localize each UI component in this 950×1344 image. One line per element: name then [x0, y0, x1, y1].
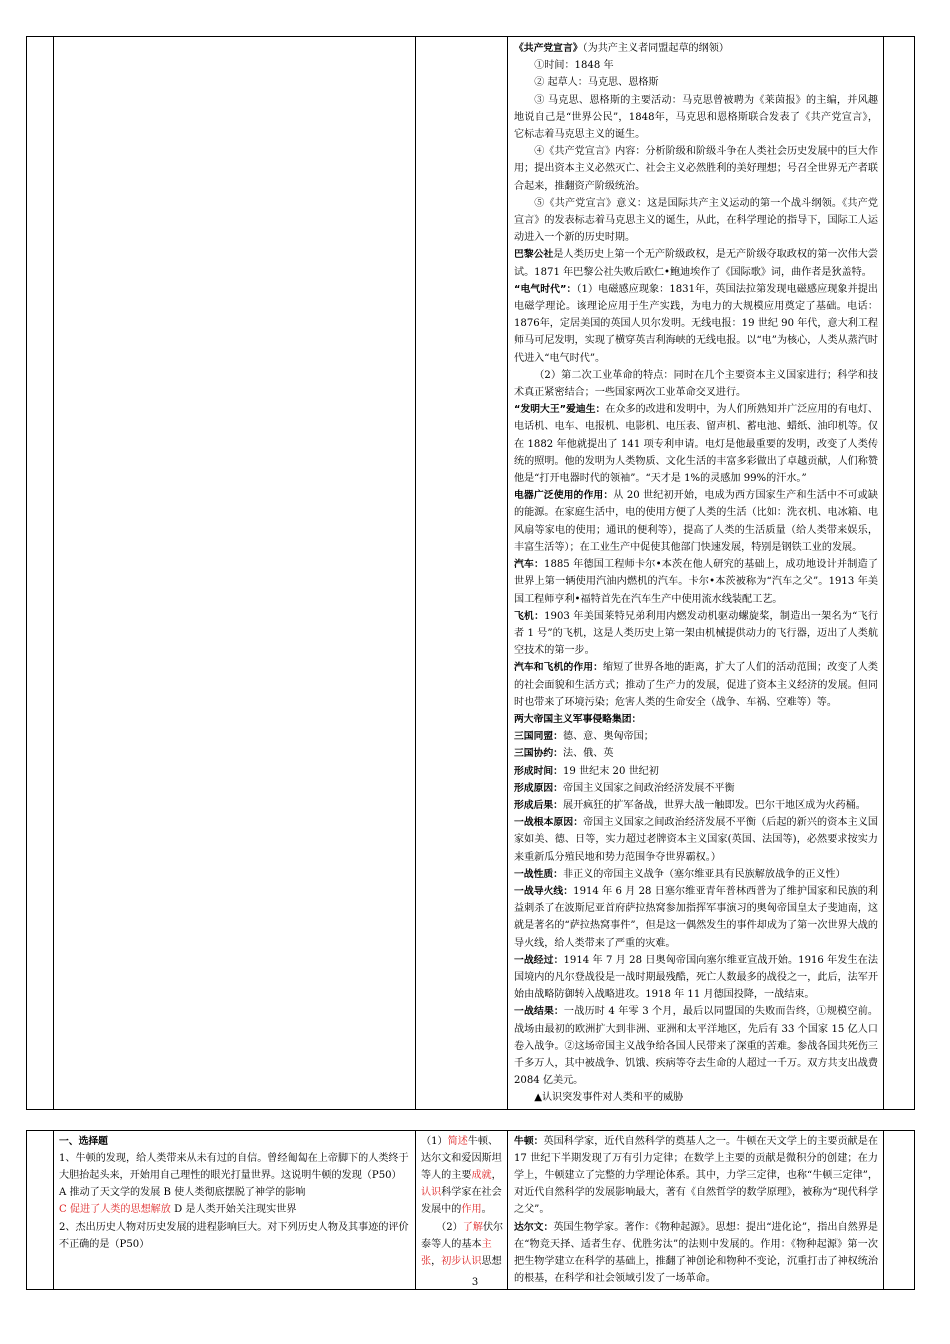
note-text: 帝国主义国家之间政治经济发展不平衡（后起的新兴的资本主义国家如美、德、日等，实力超过老牌资本主义国家(英国、法国等)，必然要求按实力来重新瓜分殖民地和势力范围争夺世界霸权。） — [514, 817, 879, 863]
note-paragraph — [514, 780, 878, 797]
table-row — [27, 37, 915, 1110]
note-paragraph — [514, 1133, 878, 1219]
note-term: 巴黎公社 — [514, 249, 554, 261]
note-text: ② 起草人：马克思、恩格斯 — [534, 77, 659, 89]
question-2: 2、杰出历史人物对历史发展的进程影响巨大。对下列历史人物及其事迹的评价不正确的是（P50） — [59, 1221, 409, 1250]
blank-cell — [54, 37, 416, 1110]
note-text: 德、意、奥匈帝国； — [562, 731, 654, 743]
table-row — [27, 1130, 915, 1290]
blank-cell — [27, 37, 54, 1110]
note-paragraph — [514, 401, 878, 487]
note-text: 帝国主义国家之间政治经济发展不平衡 — [562, 782, 735, 794]
note-paragraph — [514, 763, 878, 780]
note-term: 三国协约： — [514, 748, 563, 760]
lesson-plan-table — [26, 36, 915, 1290]
standard-2: （2）了解伏尔泰等人的基本主张，初步认识思想 — [421, 1221, 504, 1268]
question-1: 1、牛顿的发现，给人类带来从未有过的自信。曾经匍匐在上帝脚下的人类终于大胆抬起头来，开始用自己理性的眼光打量世界。这说明牛顿的发现（P50） — [59, 1152, 409, 1181]
note-term: 牛顿： — [514, 1135, 544, 1147]
note-paragraph — [514, 92, 878, 144]
note-term: 一战导火线： — [514, 885, 574, 897]
note-paragraph — [514, 40, 878, 57]
note-text: 缩短了世界各地的距离，扩大了人们的活动范围；改变了人类的社会面貌和生活方式；推动了生产力的发展，促进了资本主义经济的发展。但同时也带来了环境污染；危害人类的生命安全（战争、车祸、空难等）等。 — [514, 662, 879, 708]
note-text: 从 20 世纪初开始，电成为西方国家生产和生活中不可或缺的能源。在家庭生活中，电的使用方便了人类的生活（比如：洗衣机、电冰箱、电风扇等家电的使用；通讯的便利等），提高了人类的生活质量（给人类带来娱乐，丰富生活等）；在工业生产中促使其他部门快速发展，特别是钢铁工业的发展。 — [514, 490, 879, 553]
note-text: （1）电磁感应现象：1831年，英国法拉第发现电磁感应现象并提出电磁学理论。该理论应用于生产实践，为电力的大规模应用奠定了基础。电话：1876年，定居美国的英国人贝尔发明。无线电报：19 世纪 90 年代，意大利工程师马可尼发明，实现了横穿英吉利海峡的无线电报。以“电”为核心，人类从蒸汽时代进入“电气时代”。 — [514, 283, 878, 364]
note-term: “电气时代”： — [514, 283, 577, 295]
note-text: 英国生物学家。著作：《物种起源》。思想：提出“进化论”，指出自然界是在“物竞天择、适者生存、优胜劣汰”的法则中发展的。作用：《物种起源》第一次把生物学建立在科学的基础上，推翻了神创论和物种不变论，沉重打击了神权统治的根基，在科学和社会领域引发了一场革命。 — [514, 1221, 879, 1285]
note-paragraph — [514, 281, 878, 367]
note-paragraph — [514, 952, 878, 1004]
note-text: 在众多的改进和发明中，为人们所熟知并广泛应用的有电灯、电话机、电车、电报机、电影机、电压表、留声机、蓄电池、蜡纸、油印机等。仅在 1882 年他就提出了 141 项专利申请。电灯是他最重要的发明，改变了人类传统的照明。他的发明为人类物质、文化生活的丰富多彩做出了卓越贡献，人们称赞他是“打开电器时代的领袖”。“天才是 1%的灵感加 99%的汗水。” — [514, 404, 878, 485]
note-text: ▲认识突发事件对人类和平的威胁 — [534, 1092, 684, 1104]
note-term: 三国同盟： — [514, 731, 563, 743]
answer-option-c: C 促进了人类的思想解放 — [59, 1204, 171, 1216]
note-term: 一战性质： — [514, 868, 563, 880]
note-term: 电器广泛使用的作用： — [514, 490, 614, 502]
note-paragraph — [514, 57, 878, 74]
note-term: 形成原因： — [514, 782, 563, 794]
note-term: 飞机： — [514, 610, 545, 622]
blank-cell — [416, 37, 508, 1110]
note-paragraph — [514, 711, 878, 728]
question-1-options-ab: A 推动了天文学的发展 B 使人类彻底摆脱了神学的影响 — [59, 1187, 306, 1199]
note-paragraph — [514, 728, 878, 745]
note-text: ⑤《共产党宣言》意义：这是国际共产主义运动的第一个战斗纲领。《共产党宣言》的发表标志着马克思主义的诞生，从此，在科学理论的指导下，国际工人运动进入一个新的历史时期。 — [514, 197, 878, 244]
note-text: 1914 年 7 月 28 日奥匈帝国向塞尔维亚宣战开始。1916 年发生在法国境内的凡尔登战役是一战时期最残酷，死亡人数最多的战役之一，此后，法军开始由战略防御转入战略进攻。1918 年 11 月德国投降，一战结束。 — [514, 954, 878, 1001]
knowledge-notes-top — [508, 37, 884, 1110]
note-paragraph — [514, 195, 878, 247]
note-text: ④《共产党宣言》内容：分析阶级和阶级斗争在人类社会历史发展中的巨大作用；提出资本主义必然灭亡、社会主义必然胜利的美好理想；号召全世界无产者联合起来，推翻资产阶级统治。 — [514, 146, 878, 192]
note-text: 英国科学家，近代自然科学的奠基人之一。牛顿在天文学上的主要贡献是在 17 世纪下半期发现了万有引力定律；在数学上主要的贡献是微积分的创建；在力学上，牛顿建立了完整的力学理论体系。其中，力学三定律，也称“牛顿三定律”，对近代自然科学的发展影响最大，著有《自然哲学的数学原理》，被称为“现代科学之父”。 — [514, 1135, 879, 1216]
note-term: 形成时间： — [514, 765, 563, 777]
standard-1: （1）简述牛顿、达尔文和爱因斯坦等人的主要成就，认识科学家在社会发展中的作用。 — [421, 1135, 502, 1216]
option-d: D 是人类开始关注现实世界 — [170, 1204, 297, 1216]
section-heading: 一、选择题 — [59, 1135, 108, 1147]
blank-cell — [27, 1130, 54, 1290]
note-text: ①时间：1848 年 — [534, 60, 614, 72]
note-text: （2）第二次工业革命的特点：同时在几个主要资本主义国家进行；科学和技术真正紧密结合；一些国家两次工业革命交叉进行。 — [514, 369, 878, 399]
note-text: 1903 年美国莱特兄弟利用内燃发动机驱动螺旋桨，制造出一架名为“飞行者 1 号”的飞机，这是人类历史上第一架由机械提供动力的飞行器，迈出了人类航空技术的第一步。 — [514, 610, 878, 657]
note-text: 1885 年德国工程师卡尔•本茨在他人研究的基础上，成功地设计并制造了世界上第一辆使用汽油内燃机的汽车。卡尔•本茨被称为“汽车之父”。1913 年美国工程师亨利•福特首先在汽车生产中使用流水线装配工艺。 — [514, 559, 878, 605]
note-paragraph — [514, 367, 878, 401]
note-term: 一战结果： — [514, 1006, 564, 1018]
note-term: 达尔文： — [514, 1221, 554, 1233]
note-paragraph — [514, 608, 878, 660]
note-paragraph — [514, 74, 878, 91]
note-paragraph — [514, 797, 878, 814]
blank-cell — [884, 37, 915, 1110]
note-paragraph — [514, 745, 878, 762]
note-text: （为共产主义者同盟起草的纲领） — [582, 43, 729, 54]
note-text: 是人类历史上第一个无产阶级政权，是无产阶级夺取政权的第一次伟大尝试。1871 年巴黎公社失败后欧仁•鲍迪埃作了《国际歌》词，曲作者是狄盖特。 — [514, 249, 879, 278]
note-text: ③ 马克思、恩格斯的主要活动：马克思曾被聘为《莱茵报》的主编，并风趣地说自己是“世界公民”，1848年，马克思和恩格斯联合发表了《共产党宣言》，它标志着马克思主义的诞生。 — [514, 94, 878, 141]
note-text: 19 世纪末 20 世纪初 — [562, 765, 659, 777]
note-term: 汽车： — [514, 559, 545, 571]
blank-cell — [884, 1130, 915, 1290]
question-1-options-cd — [59, 1201, 411, 1218]
note-text: 法、俄、英 — [562, 748, 614, 760]
note-term: 汽车和飞机的作用： — [514, 662, 604, 674]
note-paragraph — [514, 659, 878, 711]
document-page — [26, 36, 914, 1290]
note-paragraph — [514, 1003, 878, 1089]
note-term: 一战经过： — [514, 954, 564, 966]
spacer-row — [27, 1109, 915, 1130]
note-term: 两大帝国主义军事侵略集团： — [514, 713, 642, 725]
exercise-cell — [54, 1130, 416, 1290]
note-text: 1914 年 6 月 28 日塞尔维亚青年普林西普为了维护国家和民族的利益刺杀了在波斯尼亚首府萨拉热窝参加指挥军事演习的奥匈帝国皇太子斐迪南，这就是著名的“萨拉热窝事件”，但是这一偶然发生的事件却成为了第一次世界大战的导火线，给人类带来了严重的灾难。 — [514, 885, 879, 949]
note-term: 《共产党宣言》 — [514, 43, 583, 54]
note-paragraph — [514, 246, 878, 280]
curriculum-standard-cell — [416, 1130, 508, 1290]
note-term: 形成后果： — [514, 799, 563, 811]
note-text: 一战历时 4 年零 3 个月，最后以同盟国的失败而告终，①规模空前。战场由最初的欧洲扩大到非洲、亚洲和太平洋地区，先后有 33 个国家 15 亿人口卷入战争。②这场帝国主义战争给各国人民带来了深重的苦难。参战各国共死伤三千多万人，其中被战争、饥饿、疾病等夺去生命的人超过一千万。双方共支出战费 2084 亿美元。 — [514, 1006, 878, 1087]
note-paragraph — [514, 883, 878, 952]
note-term: “发明大王”爱迪生： — [514, 404, 606, 416]
note-text: 非正义的帝国主义战争（塞尔维亚具有民族解放战争的正义性） — [562, 868, 846, 880]
note-paragraph — [514, 814, 878, 866]
knowledge-notes-bottom — [508, 1130, 884, 1290]
note-paragraph — [514, 1089, 878, 1106]
note-paragraph — [514, 556, 878, 608]
note-text: 展开疯狂的扩军备战，世界大战一触即发。巴尔干地区成为火药桶。 — [562, 799, 866, 811]
page-number: 3 — [471, 1277, 479, 1288]
note-paragraph — [514, 866, 878, 883]
note-paragraph — [514, 487, 878, 556]
note-term: 一战根本原因： — [514, 817, 584, 829]
note-paragraph — [514, 143, 878, 195]
